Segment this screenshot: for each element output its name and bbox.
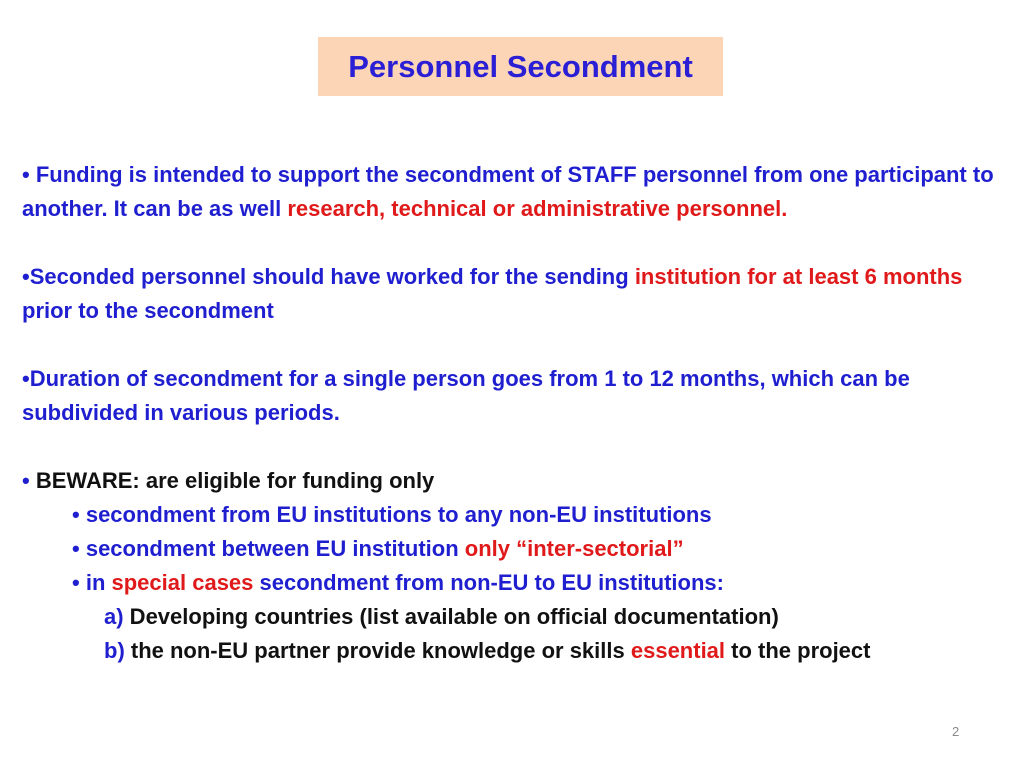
slide-title: Personnel Secondment xyxy=(348,48,693,84)
bullet-funding xyxy=(22,158,1007,226)
bullet-marker: • xyxy=(22,162,36,187)
bullet-beware-text: BEWARE: are eligible for funding only xyxy=(35,468,435,493)
bullet-funding-text: Funding is intended to support the secondment of STAFF personnel from one participant to another. It can be as well xyxy=(22,162,994,221)
sub-bullet-special-cases xyxy=(22,566,1007,600)
sub-bullet-marker: • xyxy=(72,502,86,527)
bullet-duration xyxy=(22,362,1007,430)
page-number: 2 xyxy=(952,724,960,739)
bullet-duration-text: Duration of secondment for a single person goes from 1 to 12 months, which can be subdivided in various periods. xyxy=(22,366,910,425)
sub-bullet-special-cases-text: in xyxy=(85,570,112,595)
list-item-knowledge-skills-text-end: to the project xyxy=(725,638,871,663)
sub-bullet-between-eu-highlight: only “inter-sectorial” xyxy=(464,536,684,561)
slide-content xyxy=(22,158,1007,668)
sub-bullet-eu-to-non-eu xyxy=(22,498,1007,532)
list-item-developing-countries xyxy=(22,600,1007,634)
spacer xyxy=(22,430,1007,464)
sub-bullet-eu-to-non-eu-text: secondment from EU institutions to any non-EU institutions xyxy=(85,502,712,527)
bullet-beware xyxy=(22,464,1007,498)
list-item-developing-countries-text: Developing countries (list available on official documentation) xyxy=(123,604,779,629)
sub-bullet-between-eu-text: secondment between EU institution xyxy=(85,536,465,561)
sub-bullet-between-eu xyxy=(22,532,1007,566)
sub-bullet-marker: • xyxy=(72,570,86,595)
bullet-marker: • xyxy=(22,468,36,493)
list-item-knowledge-skills-text: the non-EU partner provide knowledge or skills xyxy=(124,638,631,663)
slide-title-box xyxy=(318,37,723,96)
bullet-marker: • xyxy=(22,366,30,391)
list-item-knowledge-skills xyxy=(22,634,1007,668)
spacer xyxy=(22,226,1007,260)
sub-bullet-special-cases-text-end: secondment from non-EU to EU institutions: xyxy=(253,570,724,595)
bullet-seconded-text-end: prior to the secondment xyxy=(22,298,274,323)
spacer xyxy=(22,328,1007,362)
bullet-seconded-highlight: institution for at least 6 months xyxy=(634,264,963,289)
list-item-marker: a) xyxy=(104,604,124,629)
list-item-knowledge-skills-highlight: essential xyxy=(630,638,726,663)
bullet-marker: • xyxy=(22,264,30,289)
bullet-funding-highlight: research, technical or administrative personnel. xyxy=(287,196,788,221)
sub-bullet-special-cases-highlight: special cases xyxy=(111,570,254,595)
bullet-seconded-text: Seconded personnel should have worked for the sending xyxy=(29,264,635,289)
list-item-marker: b) xyxy=(104,638,125,663)
sub-bullet-marker: • xyxy=(72,536,86,561)
bullet-seconded-personnel xyxy=(22,260,1007,328)
